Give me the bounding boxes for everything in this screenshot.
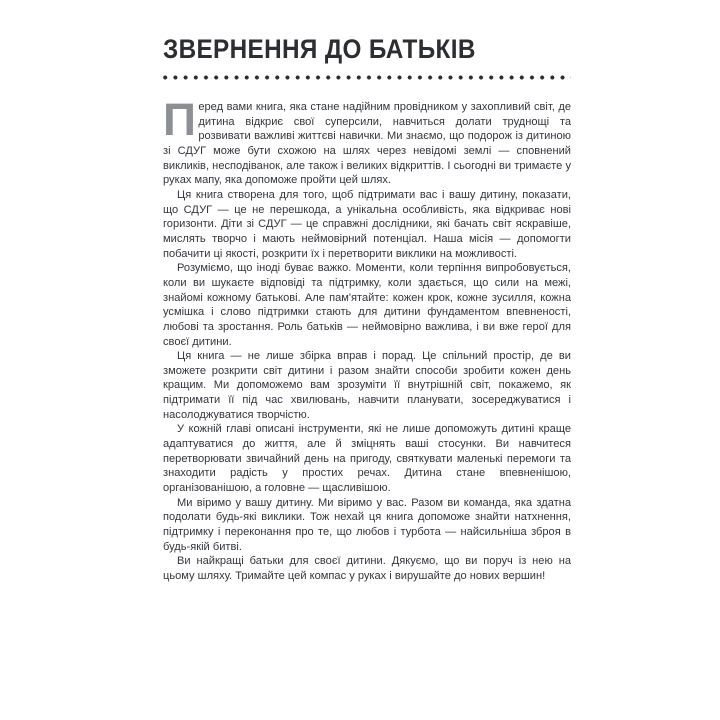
paragraph-1-text: еред вами книга, яка стане надійним провідником у захопливий світ, де дитина відкриє свої суперсили, навчиться долати труднощі та розвивати важливі життєві навички. Ми знаємо, що подорож із дитиною зі СДУГ може бути схожою на шлях через невідомі землі — сповнений викликів, несподіванок, але також і великих відкриттів. І сьогодні ви тримаєте у руках мапу, яка допоможе пройти цей шлях. bbox=[163, 101, 571, 187]
paragraph-6: Ми віримо у вашу дитину. Ми віримо у вас. Разом ви команда, яка здатна подолати будь-які виклики. Тож нехай ця книга допоможе знайти натхнення, підтримку і переконання про те, що любов і турбота — найсильніша зброя в будь-якій битві. bbox=[163, 496, 571, 553]
paragraph-3: Розуміємо, що іноді буває важко. Моменти, коли терпіння випробовується, коли ви шукаєте відповіді та підтримку, коли здається, що сили на межі, знайомі кожному батькові. Але пам'ятайте: кожен крок, кожне зусилля, кожна усмішка і слово підтримки стають для дитини фундаментом впевненості, любові та зростання. Роль батьків — неймовірно важлива, і ви вже герої для своєї дитини. bbox=[163, 262, 571, 348]
dotted-divider bbox=[163, 75, 571, 80]
drop-cap-letter: П bbox=[163, 94, 196, 145]
paragraph-1 bbox=[163, 94, 571, 188]
page-content bbox=[163, 34, 571, 584]
paragraph-4: Ця книга — не лише збірка вправ і порад. Це спільний простір, де ви зможете розкрити світ дитини і разом знайти способи зробити кожен день кращим. Ми допоможемо вам зрозуміти її внутрішній світ, покажемо, як підтримати її під час хвилювань, навчити планувати, зосереджуватися і насолоджуватися творчістю. bbox=[163, 350, 571, 421]
paragraph-5: У кожній главі описані інструменти, які не лише допоможуть дитині краще адаптуватися до життя, але й зміцнять ваші стосунки. Ви навчитеся перетворювати звичайний день на пригоду, святкувати маленькі перемоги та знаходити радість у простих речах. Дитина стане впевненішою, організованішою, а головне — щасливішою. bbox=[163, 423, 571, 495]
paragraph-2: Ця книга створена для того, щоб підтримати вас і вашу дитину, показати, що СДУГ — це не перешкода, а унікальна особливість, яка відкриває нові горизонти. Діти зі СДУГ — це справжні дослідники, які бачать світ яскравіше, мислять творчо і мають неймовірний потенціал. Наша місія — допомогти побачити ці якості, розкрити їх і перетворити виклики на можливості. bbox=[163, 188, 571, 260]
paragraph-7: Ви найкращі батьки для своєї дитини. Дякуємо, що ви поруч із нею на цьому шляху. Тримайте цей компас у руках і вирушайте до нових вершин! bbox=[163, 555, 571, 582]
article-body bbox=[163, 94, 571, 584]
page-title: ЗВЕРНЕННЯ ДО БАТЬКІВ bbox=[163, 34, 476, 64]
